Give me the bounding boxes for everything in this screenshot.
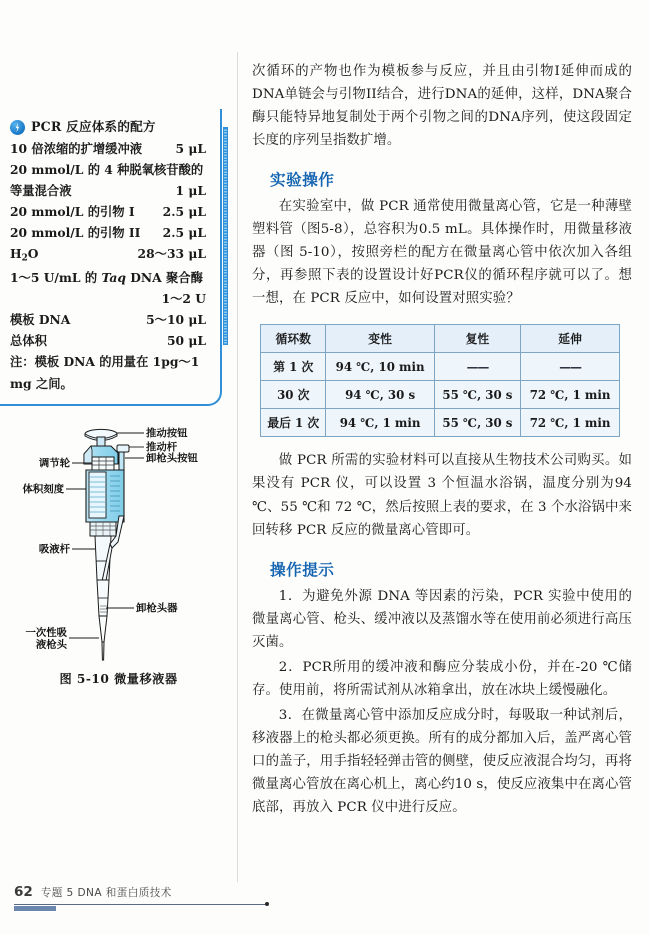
table-cell: 第 1 次 [261, 353, 326, 381]
label-disposable-tip-2: 液枪头 [35, 638, 67, 651]
column-divider [237, 52, 238, 882]
page-footer [0, 884, 650, 910]
formula-row-value: 2.5 μL [162, 225, 206, 241]
formula-note: 注：模板 DNA 的用量在 1pg～1 mg 之间。 [10, 354, 200, 391]
formula-row [10, 288, 206, 309]
paragraph-after-table: 做 PCR 所需的实验材料可以直接从生物技术公司购买。如果没有 PCR 仪，可以设置 3 个恒温水浴锅，温度分别为94 ℃、55 ℃和 72 ℃，然后按照上表的要求，在 3 个水浴锅中来回转移 PCR 反应的微量离心管即可。 [252, 453, 632, 538]
figure-caption: 图 5-10 微量移液器 [59, 671, 178, 686]
table-cell: 72 ℃, 1 min [521, 381, 620, 409]
tip-item-1: 1．为避免外源 DNA 等因素的污染，PCR 实验中使用的微量离心管、枪头、缓冲液以及蒸馏水等在使用前必须进行高压灭菌。 [252, 588, 632, 650]
footer-dot [265, 902, 269, 906]
formula-title-row [10, 117, 206, 137]
formula-row-label: 20 mmol/L 的 4 种脱氧核苷酸的 [10, 161, 204, 177]
table-cell: 最后 1 次 [261, 409, 326, 437]
formula-row-label: 10 倍浓缩的扩增缓冲液 [10, 140, 143, 156]
label-volume-scale: 体积刻度 [22, 483, 64, 496]
table-header-cell: 复性 [434, 325, 520, 353]
pipette-diagram [6, 420, 231, 668]
table-cell: —— [521, 353, 620, 381]
table-cell: 72 ℃, 1 min [521, 409, 620, 437]
formula-row [10, 180, 206, 201]
formula-row-label: 总体积 [10, 333, 47, 349]
tip-item-3: 3．在微量离心管中添加反应成分时，每吸取一种试剂后，移液器上的枪头都必须更换。所有的成分都加入后，盖严离心管口的盖子，用手指轻轻弹击管的侧壁，使反应液混合均匀，再将微量离心管放在离心机上，离心约10 s，使反应液集中在离心管底部，再放入 PCR 仪中进行反应。 [252, 707, 632, 816]
formula-row-label: 等量混合液 [10, 182, 72, 198]
label-push-rod: 推动杆 [146, 441, 178, 454]
formula-row-value: 1～2 U [161, 291, 206, 307]
table-header-cell: 循环数 [261, 325, 326, 353]
formula-row-value: 5 μL [175, 140, 206, 156]
pcr-cycle-table [260, 324, 620, 437]
page-number: 62 [14, 884, 33, 900]
label-disposable-tip-1: 一次性吸 [25, 626, 67, 639]
formula-row [10, 222, 206, 243]
formula-row [10, 201, 206, 222]
flash-bulb-icon [10, 120, 25, 135]
table-header-row [261, 325, 620, 353]
tip-item-2: 2．PCR所用的缓冲液和酶应分装成小份，并在-20 ℃储存。使用前，将所需试剂从冰箱拿出，放在冰块上缓慢融化。 [252, 659, 632, 698]
cycle-table-wrapper [260, 324, 632, 437]
left-column [0, 52, 237, 882]
table-cell: 55 ℃, 30 s [434, 409, 520, 437]
paragraph-experiment: 在实验室中，做 PCR 通常使用微量离心管，它是一种薄壁塑料管（图5-8），总容积为0.5 mL。具体操作时，用微量移液器（图 5-10），按照旁栏的配方在微量离心管中依次加入各组分，再参照下表的设置设计好PCR仪的循环程序就可以了。想一想，在 PCR 反应中，如何设置对照实验？ [252, 199, 632, 307]
formula-row-label: 20 mmol/L 的引物 II [10, 225, 141, 241]
table-row [261, 353, 620, 381]
formula-row-value: 2.5 μL [162, 203, 206, 219]
formula-row [10, 243, 206, 267]
pipette-figure [0, 420, 237, 687]
formula-title: PCR 反应体系的配方 [31, 119, 156, 134]
decorative-blue-bar [223, 127, 228, 345]
footer-chapter-title: 专题 5 DNA 和蛋白质技术 [40, 887, 172, 899]
formula-row [10, 330, 206, 351]
formula-row [10, 267, 206, 288]
label-suction-rod: 吸液杆 [38, 543, 70, 556]
table-header-cell: 变性 [326, 325, 434, 353]
table-cell: 94 ℃, 10 min [326, 353, 434, 381]
formula-row [10, 159, 206, 180]
formula-row-value: 5～10 μL [146, 312, 206, 328]
formula-row-label: $H_2O$ [10, 246, 39, 264]
formula-row [10, 309, 206, 330]
formula-row-value: 28～33 μL [137, 246, 206, 262]
table-row [261, 381, 620, 409]
label-adjust-wheel: 调节轮 [38, 457, 70, 470]
heading-experiment: 实验操作 [270, 171, 335, 190]
formula-row-value: 50 μL [166, 333, 206, 349]
heading-tips: 操作提示 [270, 560, 335, 579]
right-column [252, 60, 632, 821]
paragraph-top: 次循环的产物也作为模板参与反应，并且由引物I延伸而成的DNA单链会与引物II结合，进行DNA的延伸，这样，DNA聚合酶只能特异地复制处于两个引物之间的DNA序列，使这段固定长度的序列呈指数扩增。 [252, 64, 632, 149]
table-cell: 30 次 [261, 381, 326, 409]
label-eject-button: 卸枪头按钮 [146, 452, 198, 465]
table-cell: —— [434, 353, 520, 381]
label-ejector: 卸枪头器 [136, 602, 178, 615]
formula-row-value: 1 μL [175, 182, 206, 198]
pcr-formula-box [0, 109, 222, 406]
table-cell: 94 ℃, 1 min [326, 409, 434, 437]
table-header-cell: 延伸 [521, 325, 620, 353]
label-push-button: 推动按钮 [146, 427, 188, 440]
formula-row-label: 模板 DNA [10, 312, 71, 328]
table-row [261, 409, 620, 437]
formula-row-label: 1～5 U/mL 的 Taq DNA 聚合酶 [10, 269, 203, 285]
footer-rule [14, 904, 266, 905]
formula-row-label: 20 mmol/L 的引物 I [10, 203, 135, 219]
footer-tab-marker [14, 906, 56, 911]
formula-row [10, 138, 206, 159]
table-cell: 94 ℃, 30 s [326, 381, 434, 409]
table-cell: 55 ℃, 30 s [434, 381, 520, 409]
